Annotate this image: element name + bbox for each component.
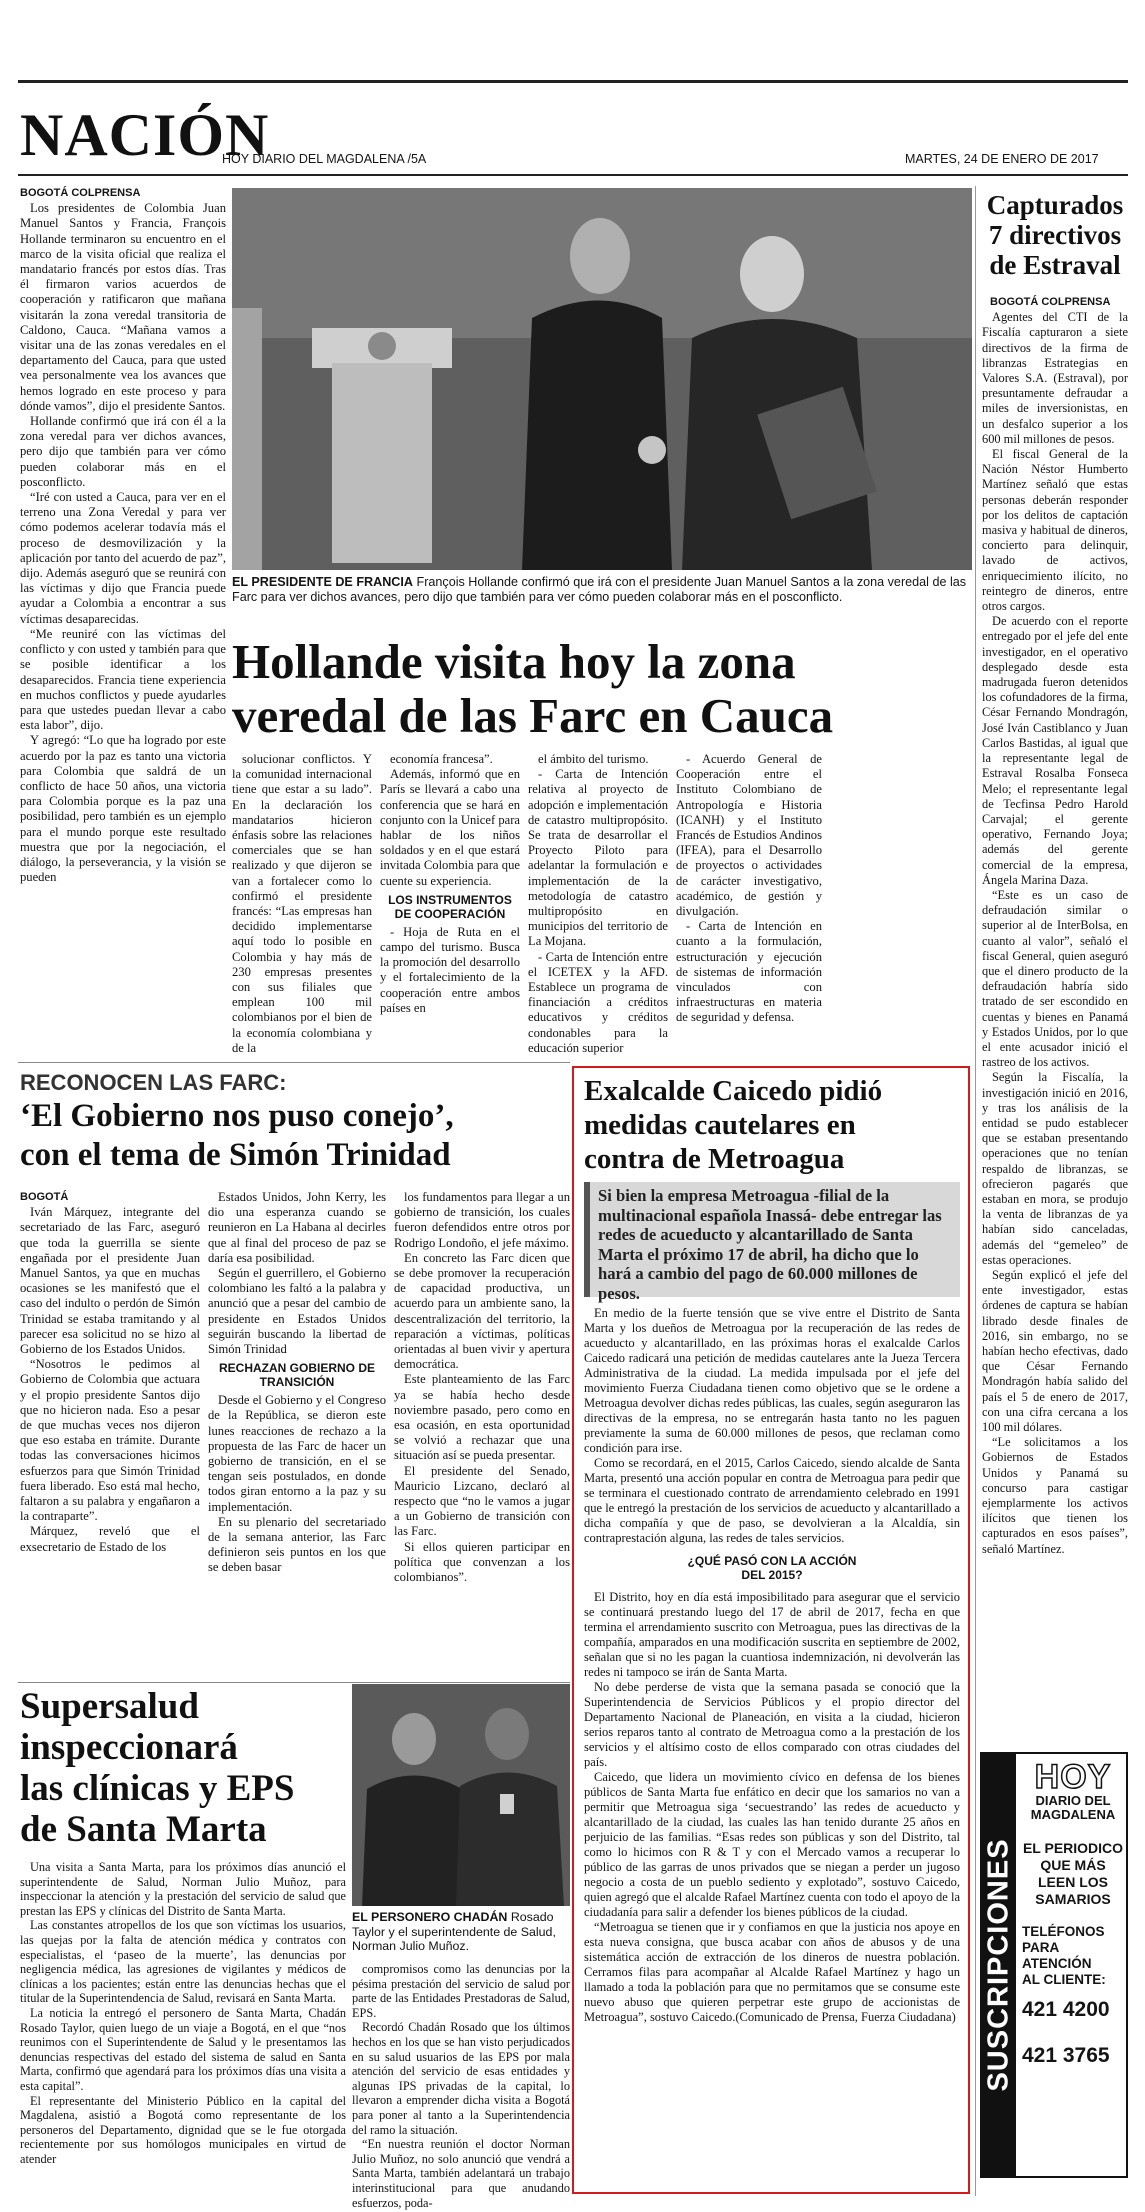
column-divider [975, 186, 976, 2196]
photo-illustration [232, 188, 972, 570]
hollande-santos-photo [232, 188, 972, 570]
section-rule [18, 1062, 570, 1063]
farc-col1 [20, 1190, 200, 1678]
paragraph: En su plenario del secretariado de la semana anterior, las Farc definieron seis puntos en los que se deben basar [208, 1514, 386, 1575]
headline-line: ‘El Gobierno nos puso conejo’, [20, 1098, 454, 1134]
paragraph: - Carta de Intención relativa al proyecto de adopción e implementación de catastro multipropósito. Se trata de desarrollar el Proyecto Piloto para adelantar la formulación e implementación de la metodología de catastro multipropósito en municipios del territorio de La Mojana. [528, 767, 668, 949]
paragraph: “Este es un caso de defraudación similar o superior al de InterBolsa, en cuanto al valor”, señaló el fiscal General, quien aseguró que el dinero producto de la defraudación habría sido tratado de ser escondido en cuentas y bienes en Panamá y Estados Unidos, por lo que el ente acusador inició el rastreo de los activos. [982, 887, 1128, 1070]
paragraph: “Iré con usted a Cauca, para ver en el terreno una Zona Veredal y para ver cómo podemos acelerar todavía más el proceso de desmovilización y la aplicación por tanto del acuerdo de paz”, dijo. Además aseguró que se reunirá con las víctimas y dijo que Francia puede ayudar a Colombia a encontrar a sus víctimas desaparecidas. [20, 490, 226, 626]
headline-line: Supersalud [20, 1686, 199, 1727]
headline-line: con el tema de Simón Trinidad [20, 1137, 451, 1173]
paragraph: El Distrito, hoy en día está imposibilitado para asegurar que el servicio se continuará prestando luego del 17 de abril de 2017, fecha en que termina el arrendamiento suscrito con Metroagua, pues las directivas de la compañía, amparados en una modificación suscrita en septiembre de 2002, señalan que si no les pagan la cuantiosa indemnización, ni devolverán las redes ni tampoco se irán de Santa Marta. [584, 1590, 960, 1679]
lead-text: Si bien la empresa Metroagua -filial de la multinacional española Inassá- debe entregar las redes de acueducto y alcantarillado de Santa Marta el próximo 17 de abril, ha dicho que lo hará a cambio del pago de 60.000 millones de pesos. [598, 1186, 942, 1303]
ad-slogan-line: EL PERIODICO [1022, 1840, 1124, 1856]
issue-date: MARTES, 24 DE ENERO DE 2017 [905, 152, 1099, 166]
paragraph: Las constantes atropellos de los que son víctimas los usuarios, las quejas por la falta de atención médica y contratos con especialistas, el ‘paseo de la muerte’, las denuncias por negligencia médica, las agresiones de vigilantes y médicos de clínicas a los pacientes; están entre las denuncias hechas que el titular de la Superintendencia de Salud, revisará en Santa Marta. [20, 1918, 346, 2006]
headline-line: 7 directivos [988, 220, 1122, 250]
paragraph: Una visita a Santa Marta, para los próximos días anunció el superintendente de Salud, Norman Julio Muñoz, para inspeccionar la atención y la prestación del servicio de salud que prestan las EPS y clínicas del Distrito de Santa Marta. [20, 1860, 346, 1918]
farc-headline [20, 1097, 570, 1175]
caption-text: François Hollande confirmó que irá con el presidente Juan Manuel Santos a la zona veredal de las Farc para ver dichos avances, pero dijo que también para ver cómo pueden colaborar más en el posconflicto. [232, 575, 967, 604]
headline-line: Hollande visita hoy la zona [232, 634, 796, 689]
ad-logo [1022, 1760, 1124, 1822]
paragraph: Según explicó el jefe del ente investigador, estas órdenes de captura se habían librado desde finales de 2016, sin embargo, no se habían hecho efectivas, dado que César Fernando Mondragón había salido del país el 5 de enero de 2017, con una cifra cercana a los 100 mil dólares. [982, 1268, 1128, 1435]
farc-kicker: RECONOCEN LAS FARC: [20, 1070, 287, 1095]
caption-lead: EL PERSONERO CHADÁN [352, 1910, 508, 1924]
paragraph: Los presidentes de Colombia Juan Manuel Santos y Francia, François Hollande terminaron su encuentro en el marco de la visita oficial que realiza el mandatario francés por estos días. Tras él firmaron varios acuerdos de cooperación y ratificaron que mañana visitarán la zona veredal transitoria de Caldono, Cauca. “Mañana vamos a visitar una de las zonas veredales en el departamento del Cauca, para que usted vea personalmente vea los avances que hemos logrado en este proceso y para dónde vamos”, dijo el presidente Santos. [20, 201, 226, 413]
headline-line: Exalcalde Caicedo pidió [584, 1075, 883, 1107]
paragraph: los fundamentos para llegar a un gobierno de transición, los cuales fueron defendidos entre otros por Rodrigo Londoño, el jefe máximo. [394, 1190, 570, 1250]
section-title: NACIÓN [20, 102, 270, 168]
subhead: LOS INSTRUMENTOS DE COOPERACIÓN [388, 892, 512, 921]
headline-line: contra de Metroagua [584, 1143, 845, 1175]
headline-line: veredal de las Farc en Cauca [232, 688, 834, 743]
headline-line: Capturados [986, 190, 1124, 220]
ad-logo-line: MAGDALENA [1030, 1807, 1116, 1822]
metroagua-lead [584, 1182, 960, 1303]
metroagua-headline [584, 1074, 964, 1176]
paragraph: “Le solicitamos a los Gobiernos de Estados Unidos y Panamá su concurso para castigar ejemplarmente los activos ilícitos que tienen los capturados en esos países”, señaló Martínez. [982, 1435, 1128, 1556]
ad-vertical-text: SUSCRIPCIONES [982, 1838, 1015, 2092]
hollande-col1 [20, 186, 226, 1086]
paragraph: - Carta de Intención en cuanto a la formulación, estructuración y ejecución de sistemas de información vinculados con infraestructuras en materia de seguridad y defensa. [676, 919, 822, 1025]
paragraph: “Me reuniré con las víctimas del conflicto y con usted y también para que se posible identificar a los desaparecidos. Francia tiene experiencia en muchos conflictos y puede ayudarles para que ustedes puedan llevar a cabo esta labor”, dijo. [20, 626, 226, 733]
ad-phones-line: TELÉFONOS [1022, 1924, 1105, 1939]
headline-line: medidas cautelares en [584, 1109, 856, 1141]
ad-slogan [1022, 1840, 1124, 1908]
paragraph: Además, informó que en París se llevará a cabo una conferencia que se hará en conjunto con la Unicef para hablar de los niños soldados y en el que estará invitada Colombia para que cuente su experiencia. [380, 767, 520, 888]
ad-phone-1: 421 4200 [1022, 1998, 1110, 2021]
paragraph: - Hoja de Ruta en el campo del turismo. Busca la promoción del desarrollo y el fortalecimiento de la cooperación entre ambos países en [380, 924, 520, 1015]
paragraph: En concreto las Farc dicen que se debe promover la recuperación de capacidad productiva, un acuerdo para un ambiente sano, la descentralización del territorio, la reparación a víctimas, políticas orientadas al buen vivir y apertura democrática. [394, 1250, 570, 1372]
paragraph: el ámbito del turismo. [538, 752, 649, 766]
paragraph: El representante del Ministerio Público en la capital del Magdalena, asistió a Bogotá como representante de los personeros del Departamento, dignidad que se le fue otorgada recientemente por sus homólogos municipales en virtud de atender [20, 2093, 346, 2166]
paragraph: Según la Fiscalía, la investigación inició en 2016, y tras los análisis de la entidad se pudo establecer que se estaban presentando operaciones que no tenían respaldo de libranzas, se ofrecieron pagarés que estaban en mora, se produjo la venta de libranzas de ya habían sido canceladas, además del “gemeleo” de estas operaciones. [982, 1070, 1128, 1267]
paragraph: Márquez, reveló que el exsecretario de Estado de los [20, 1524, 200, 1554]
hollande-col2 [232, 752, 372, 1060]
paragraph: Según el guerrillero, el Gobierno colombiano les faltó a la palabra y anunció que a pesar del cambio de presidente en Estados Unidos seguirán buscando la libertad de Simón Trinidad [208, 1266, 386, 1357]
paragraph: De acuerdo con el reporte entregado por el jefe del ente investigador, en el operativo desplegado desde esta madrugada fueron detenidos los cofundadores de la firma, César Fernando Mondragón, José Iván Castiblanco y Juan Carlos Bastidas, al igual que la representante legal de Estraval Rosalba Fonseca Melo; el representante legal de Tecfinsa Pedro Harold Carvajal; el gerente operativo, Fernando Joya; además del gerente comercial de la empresa, Ángela Marina Daza. [982, 614, 1128, 887]
ad-logo-top: HOY [1034, 1758, 1112, 1796]
paragraph: Y agregó: “Lo que ha logrado por este acuerdo por la paz es tanto una victoria para Colombia que saldrá de un conflicto de hace 50 años, una victoria para Colombia porque es la paz una posibilidad, pero también es un ejemplo para el mundo porque este resultado muestra que por la negociación, el diálogo, la perseverancia, y la visión se pueden [20, 733, 226, 885]
ad-logo-line: DIARIO DEL [1035, 1793, 1111, 1808]
paragraph: Como se recordará, en el 2015, Carlos Caicedo, siendo alcalde de Santa Marta, presentó una acción popular en contra de Metroagua para pedir que se terminara el cuestionado contrato de arrendamiento celebrado en 1991 que le entregó la prestación de los servicios de acueducto y alcantarillado a dicha compañía y que de paso, se devolvieran a la Alcaldía, sin contraprestación alguna, las redes de tales servicios. [584, 1456, 960, 1545]
estraval-headline [982, 190, 1128, 280]
paragraph: Recordó Chadán Rosado que los últimos hechos en los que se han visto perjudicados en su salud usuarios de las EPS por mala atención del servicio de esas entidades y algunas IPS privadas de la capital, lo llevaron a emprender dicha visita a Bogotá para poner al tanto a la Superintendencia del ramo la situación. [352, 2020, 570, 2137]
paragraph: El fiscal General de la Nación Néstor Humberto Martínez señaló que estas personas deberán responder por los delitos de captación masiva y habitual de dineros, concierto para delinquir, lavado de activos, enriquecimiento ilícito, no reintegro de dineros, entre otros cargos. [982, 447, 1128, 614]
paragraph: - Acuerdo General de Cooperación entre el Instituto Colombiano de Antropología e Historia (ICANH) y el Instituto Francés de Estudios Andinos (IFEA), para el Desarrollo de proyectos o actividades de carácter investigativo, académico, de gestión y divulgación. [676, 752, 822, 919]
ad-slogan-line: QUE MÁS [1040, 1857, 1106, 1873]
dateline: BOGOTÁ [20, 1191, 69, 1203]
chadan-munoz-photo [352, 1684, 570, 1906]
header-rule [18, 174, 1128, 176]
paragraph: “Nosotros le pedimos al Gobierno de Colombia que actuara y el propio presidente Santos dijo que no hicieron nada. Eso a pesar de que muchas veces nos dijeron que eso estaba en trámite. Durante todas las conversaciones hicimos esfuerzos para que Simón Trinidad fuera liberado. Eso está mal hecho, faltaron a su palabra y engañaron a la contraparte”. [20, 1357, 200, 1524]
section-rule [18, 1682, 570, 1683]
paragraph: - Carta de Intención entre el ICETEX y la AFD. Establece un programa de financiación a créditos educativos y créditos condonables para la educación superior [528, 949, 668, 1055]
ad-vertical-band [982, 1754, 1016, 2176]
caption-text: Rosado Taylor y el superintendente de Salud, Norman Julio Muñoz. [352, 1910, 556, 1953]
subscription-ad [980, 1752, 1128, 2178]
headline-line: las clínicas y EPS [20, 1768, 295, 1809]
paragraph: No debe perderse de vista que la semana pasada se conoció que la Superintendencia de Servicios Públicos y el propio director del Departamento Nacional de Planeación, en visita a la ciudad, hicieron serios reparos tanto al contrato de Metroagua como a la prestación de los servicios y el altísimo costo de ellos comparado con otras ciudades del país. [584, 1680, 960, 1769]
farc-col3 [394, 1190, 570, 1678]
subhead: ¿QUÉ PASÓ CON LA ACCIÓN DEL 2015? [687, 1554, 857, 1582]
paragraph: solucionar conflictos. Y la comunidad internacional tiene que estar a su lado”. En la declaración los mandatarios hicieron énfasis sobre las relaciones comerciales que se han realizado y que dijeron se van a fortalecer como lo confirmó el presidente francés: “Las empresas han decidido implementarse aquí todo lo posible en Colombia y hay más de 230 empresas presentes con sus filiales que emplean 100 mil colombianos por el bien de la economía colombiana y de la [232, 752, 372, 1055]
paragraph: Iván Márquez, integrante del secretariado de las Farc, aseguró que toda la guerrilla se siente engañada por el presidente Juan Manuel Santos, ya que en muchas ocasiones se les manifestó que el caso del indulto o perdón de Simón Trinidad se estaba tramitando y al parecer esa solicitud no se hizo al Gobierno de los Estados Unidos. [20, 1205, 200, 1357]
supersalud-caption [352, 1910, 570, 1954]
hollande-col5 [676, 752, 822, 1060]
ad-phones-line: ATENCIÓN [1022, 1956, 1092, 1971]
paper-page: HOY DIARIO DEL MAGDALENA /5A [222, 152, 427, 166]
paragraph: economía francesa”. [390, 752, 493, 766]
headline-line: de Estraval [989, 250, 1121, 280]
estraval-body [982, 295, 1128, 1745]
hollande-col3 [380, 752, 520, 1060]
photo-illustration [352, 1684, 570, 1906]
ad-phones-line: AL CLIENTE: [1022, 1972, 1106, 1987]
paragraph: El presidente del Senado, Mauricio Lizcano, declaró al respecto que “no le vamos a jugar a un Gobierno de transición con las Farc. [394, 1463, 570, 1539]
supersalud-headline [20, 1686, 350, 1850]
subhead: RECHAZAN GOBIERNO DE TRANSICIÓN [218, 1361, 375, 1390]
dateline: BOGOTÁ COLPRENSA [20, 187, 141, 199]
ad-phones-label [1022, 1924, 1124, 1988]
hollande-headline [232, 635, 972, 743]
paragraph: “Metroagua se tienen que ir y confiamos en que la justicia nos apoye en esta nueva consigna, que busca acabar con años de abusos y de una sistemática acción de extracción de los dineros de nuestra población. Cerramos filas para acompañar al Alcalde Rafael Martínez y hago un llamado a toda la población para que no permitamos que se consume este nuevo abuso que quieren perpetrar este grupo de accionistas de Metroagua”, sostuvo Caicedo.(Comunicado de Prensa, Fuerza Ciudadana) [584, 1920, 960, 2024]
paragraph: Hollande confirmó que irá con él a la zona veredal para ver dichos avances, pero dijo que también para ver cómo pueden colaborar más en el posconflicto. [20, 414, 226, 489]
hollande-col4 [528, 752, 668, 1060]
ad-phones-line: PARA [1022, 1940, 1060, 1955]
paragraph: compromisos como las denuncias por la pésima prestación del servicio de salud por parte de las Entidades Prestadoras de Salud, EPS. [352, 1962, 570, 2020]
paragraph: Si ellos quieren participar en política que convenzan a los colombianos”. [394, 1539, 570, 1585]
hollande-caption [232, 575, 972, 605]
supersalud-col2 [352, 1962, 570, 2210]
paragraph: Estados Unidos, John Kerry, les dio una esperanza cuando se reunieron en La Habana al decirles que al final del proceso de paz se daría esa posibilidad. [208, 1190, 386, 1265]
paragraph: Desde el Gobierno y el Congreso de la República, se dieron este lunes reacciones de rechazo a la propuesta de las Farc de hacer un gobierno de transición, en el se tengan seis postulados, en donde todos giran entorno a la paz y su implementación. [208, 1393, 386, 1514]
ad-phone-2: 421 3765 [1022, 2044, 1110, 2067]
headline-line: de Santa Marta [20, 1809, 267, 1850]
farc-col2 [208, 1190, 386, 1678]
paragraph: En medio de la fuerte tensión que se vive entre el Distrito de Santa Marta y los dueños de Metroagua por la recuperación de las redes de acueducto y alcantarillado, en las próximas horas el exalcalde Carlos Caicedo radicará una petición de medidas cautelares ante la Jueza Tercera Administrativa de la ciudad. La medida impulsada por el jefe del movimiento Fuerza Ciudadana tienen como objetivo que se le ordene a Metroagua devolver dichas redes públicas, las cuales, según aseguraron las directivas de la empresa, no se entregarán hasta tanto no les paguen previamente la suma de 60.000 millones de pesos, que reclaman como condición para irse. [584, 1306, 960, 1455]
ad-slogan-line: LEEN LOS [1037, 1874, 1108, 1890]
top-rule [18, 80, 1128, 83]
paragraph: Agentes del CTI de la Fiscalía capturaron a siete directivos de la firma de libranzas Estrategias en Valores S.A. (Estraval), por presuntamente defraudar a miles de inversionistas, en un desfalco superior a los 600 mil millones de pesos. [982, 310, 1128, 446]
paragraph: Caicedo, que lidera un movimiento cívico en defensa de los bienes públicos de Santa Marta fue enfático en decir que los samarios no van a permitir que Metroagua siga ‘secuestrando’ las redes de acueducto y alcantarillado de la ciudad, las cuales las han tenido durante 25 años en perjuicio de las familias. “Esas redes son públicas y son del Distrito, tal como lo hicimos con R & T y con el Mercado vamos a recuperar lo público de las garras de unos privados que se niegan a perder un jugoso negocio a costa de un pueblo sediento y explotado”, sostuvo Caicedo, quien agregó que el alcalde Rafael Martínez cuenta con todo el apoyo de la ciudadanía para salir a defender los bienes públicos de la ciudad. [584, 1770, 960, 1919]
paragraph: Este planteamiento de las Farc ya se había hecho desde noviembre pasado, pero como en esa ocasión, en esta oportunidad se volvió a rechazar que una situación así se pueda presentar. [394, 1372, 570, 1463]
headline-line: inspeccionará [20, 1727, 238, 1768]
supersalud-col1 [20, 1860, 346, 2198]
metroagua-body [584, 1306, 960, 2192]
dateline: BOGOTÁ COLPRENSA [990, 296, 1111, 308]
paragraph: La noticia la entregó el personero de Santa Marta, Chadán Rosado Taylor, quien luego de un viaje a Bogotá, en el que “nos reunimos con el Superintendente de Salud y le presentamos las denuncias respectivas del estado del sistema de salud en Santa Marta, confirmó que agendará para los próximos días una visita a esta capital”. [20, 2005, 346, 2093]
caption-lead: EL PRESIDENTE DE FRANCIA [232, 575, 413, 589]
paragraph: “En nuestra reunión el doctor Norman Julio Muñoz, no solo anunció que vendrá a Santa Marta, también adelantará un trabajo interinstitucional para que anudando esfuerzos, poda- [352, 2137, 570, 2210]
ad-slogan-line: SAMARIOS [1035, 1891, 1111, 1907]
